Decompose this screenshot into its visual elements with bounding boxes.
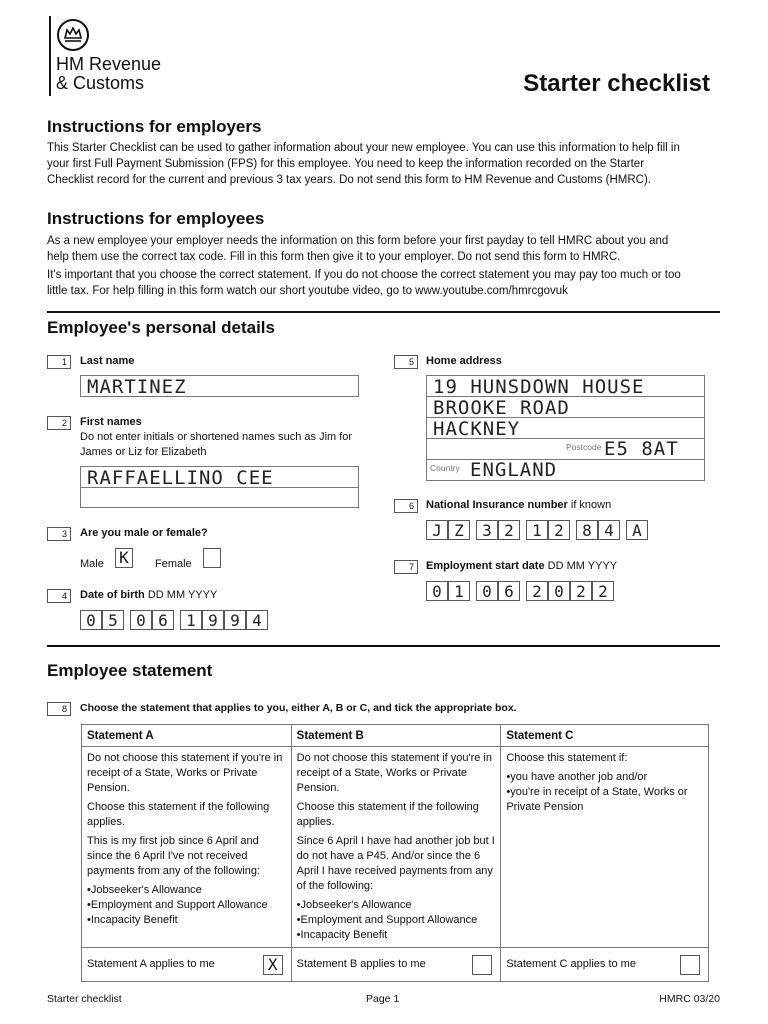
- statement-b-text: Choose this statement if the following applies.: [296, 801, 479, 828]
- start-date-digit[interactable]: 2: [570, 581, 592, 601]
- start-date-digit[interactable]: 0: [426, 581, 448, 601]
- personal-details-heading: Employee's personal details: [47, 318, 275, 337]
- royal-crest-icon: [56, 18, 90, 52]
- country-field[interactable]: [426, 459, 705, 481]
- ni-digit[interactable]: J: [426, 520, 448, 540]
- last-name-label: Last name: [80, 355, 135, 367]
- statement-b-text: Since 6 April I have had another job but I do not have a P45. And/or since the 6 April I have received payments from any of the following:: [296, 835, 495, 892]
- postcode-label: Postcode: [566, 442, 602, 452]
- statement-a-body: [82, 747, 292, 948]
- statement-c-title: Statement C: [501, 725, 709, 747]
- statement-a-apply: [82, 948, 292, 982]
- org-name: [56, 55, 161, 93]
- male-checkbox[interactable]: K: [115, 548, 133, 568]
- statement-a-text: Do not choose this statement if you're in receipt of a State, Works or Private Pension.: [87, 752, 283, 794]
- question-number: 3: [47, 527, 71, 541]
- last-name-field[interactable]: MARTINEZ: [80, 375, 359, 397]
- statement-a-title: Statement A: [82, 725, 292, 747]
- question-number: 2: [47, 416, 71, 430]
- gender-label: Are you male or female?: [80, 527, 208, 539]
- brand-divider: [49, 16, 51, 96]
- question-number: 7: [394, 560, 418, 574]
- female-checkbox[interactable]: [203, 548, 221, 568]
- list-item: • Employment and Support Allowance: [87, 898, 286, 913]
- country-value: ENGLAND: [470, 459, 558, 481]
- ni-number-label-suffix: if known: [570, 499, 612, 511]
- statement-a-text: Choose this statement if the following applies.: [87, 801, 270, 828]
- statement-b-body: [291, 747, 501, 948]
- statement-b-apply: [291, 948, 501, 982]
- start-date-digit[interactable]: 6: [498, 581, 520, 601]
- ni-digit[interactable]: 3: [476, 520, 498, 540]
- statement-c-body: [501, 747, 709, 948]
- org-name-line2: & Customs: [56, 73, 145, 93]
- country-label: Country: [430, 463, 460, 473]
- statement-b-apply-label: Statement B applies to me: [296, 958, 426, 970]
- list-item: • you have another job and/or: [506, 770, 703, 785]
- list-item: • Jobseeker's Allowance: [297, 898, 496, 913]
- list-item: • Incapacity Benefit: [297, 928, 496, 943]
- employers-heading: Instructions for employers: [47, 117, 262, 136]
- address-line-2[interactable]: BROOKE ROAD: [426, 396, 705, 418]
- dob-digit[interactable]: 4: [246, 610, 268, 630]
- list-item: • Employment and Support Allowance: [297, 913, 496, 928]
- male-label: Male: [80, 558, 104, 570]
- ni-digit[interactable]: 4: [598, 520, 620, 540]
- female-label: Female: [155, 558, 192, 570]
- employee-statement-heading: Employee statement: [47, 661, 213, 680]
- address-line-3[interactable]: HACKNEY: [426, 417, 705, 439]
- statement-b-title: Statement B: [291, 725, 501, 747]
- question-number: 6: [394, 499, 418, 513]
- ni-digit[interactable]: 2: [498, 520, 520, 540]
- dob-digit[interactable]: 1: [180, 610, 202, 630]
- footer-page-number: Page 1: [366, 993, 400, 1005]
- first-names-hint: Do not enter initials or shortened names such as Jim for James or Liz for Elizabeth: [80, 431, 353, 458]
- start-date-digit[interactable]: 1: [448, 581, 470, 601]
- org-name-line1: HM Revenue: [56, 54, 162, 74]
- list-item: • you're in receipt of a State, Works or Private Pension: [506, 785, 703, 815]
- dob-label-text: Date of birth: [80, 589, 145, 601]
- dob-digit[interactable]: 9: [202, 610, 224, 630]
- dob-format: DD MM YYYY: [147, 589, 218, 601]
- ni-digit[interactable]: 8: [576, 520, 598, 540]
- list-item: • Incapacity Benefit: [87, 913, 286, 928]
- footer-form-name: Starter checklist: [47, 993, 122, 1005]
- dob-digit[interactable]: 0: [80, 610, 102, 630]
- statement-c-apply-label: Statement C applies to me: [506, 958, 636, 970]
- dob-digit[interactable]: 0: [130, 610, 152, 630]
- statement-a-checkbox[interactable]: X: [263, 955, 283, 975]
- statement-c-checkbox[interactable]: [680, 955, 700, 975]
- statement-c-text: Choose this statement if:: [506, 752, 628, 764]
- statement-a-apply-label: Statement A applies to me: [87, 958, 215, 970]
- start-date-digit[interactable]: 0: [476, 581, 498, 601]
- start-date-digit[interactable]: 2: [526, 581, 548, 601]
- list-item: • Jobseeker's Allowance: [87, 883, 286, 898]
- postcode-value: E5 8AT: [604, 438, 679, 460]
- start-date-digit[interactable]: 2: [592, 581, 614, 601]
- start-date-label-text: Employment start date: [426, 560, 545, 572]
- ni-number-label-text: National Insurance number: [426, 499, 568, 511]
- dob-digit[interactable]: 6: [152, 610, 174, 630]
- statement-instruction: Choose the statement that applies to you, either A, B or C, and tick the appropriate box.: [80, 702, 517, 714]
- footer-form-code: HMRC 03/20: [659, 993, 720, 1005]
- start-date-digit[interactable]: 0: [548, 581, 570, 601]
- statement-c-apply: [501, 948, 709, 982]
- question-number: 5: [394, 355, 418, 369]
- ni-digit[interactable]: 1: [526, 520, 548, 540]
- section-divider: [47, 645, 720, 647]
- first-names-field[interactable]: RAFFAELLINO CEE: [80, 466, 359, 488]
- ni-digit[interactable]: 2: [548, 520, 570, 540]
- statement-b-text: Do not choose this statement if you're in receipt of a State, Works or Private Pension.: [296, 752, 492, 794]
- dob-label: [80, 589, 217, 601]
- employers-text: This Starter Checklist can be used to gather information about your new employee. You can use this information to help fill in your first Full Payment Submission (FPS) for this employee. You need to keep the information recorded on the Starter Checklist record for the current and previous 3 tax years. Do not send this form to HM Revenue and Customs (HMRC).: [47, 142, 680, 186]
- statement-a-text: This is my first job since 6 April and since the 6 April I've not received payments from any of the following:: [87, 835, 261, 877]
- question-number: 4: [47, 589, 71, 603]
- ni-digit[interactable]: A: [626, 520, 648, 540]
- statement-table: [81, 724, 709, 982]
- section-divider: [47, 311, 720, 313]
- statement-b-checkbox[interactable]: [472, 955, 492, 975]
- dob-digit[interactable]: 5: [102, 610, 124, 630]
- start-date-label: [426, 560, 617, 572]
- ni-number-label: [426, 499, 611, 511]
- first-names-field-line2[interactable]: [80, 487, 359, 508]
- question-number: 1: [47, 355, 71, 369]
- home-address-label: Home address: [426, 355, 502, 367]
- employees-heading: Instructions for employees: [47, 209, 265, 228]
- address-line-1[interactable]: 19 HUNSDOWN HOUSE: [426, 375, 705, 397]
- dob-digit[interactable]: 9: [224, 610, 246, 630]
- statement-b-list: [297, 898, 496, 943]
- employees-text-1: As a new employee your employer needs the information on this form before your first payday to tell HMRC about you and help them use the correct tax code. Fill in this form then give it to your employer. Do not send this form to HMRC.: [47, 235, 669, 263]
- employees-text-2: It's important that you choose the correct statement. If you do not choose the correct statement you may pay too much or too little tax. For help filling in this form watch our short youtube video, go to www.youtube.com/hmrcgovuk: [47, 269, 681, 297]
- statement-a-list: [87, 883, 286, 928]
- start-date-format: DD MM YYYY: [547, 560, 618, 572]
- question-number: 8: [47, 702, 71, 716]
- first-names-label: First names: [80, 416, 142, 428]
- ni-digit[interactable]: Z: [448, 520, 470, 540]
- document-title: Starter checklist: [523, 70, 710, 97]
- statement-c-list: [506, 770, 703, 815]
